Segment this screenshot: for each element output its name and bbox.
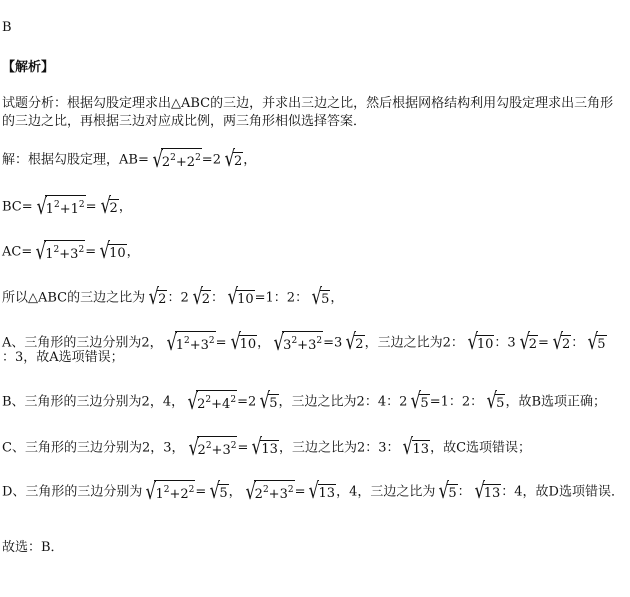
option-d-mid: ，三边之比为	[357, 484, 436, 500]
option-d-tail: ：4，故D选项错误．	[501, 484, 624, 500]
section-title: 【解析】	[2, 60, 55, 75]
ratio-text: 所以△ABC的三边之比为	[2, 290, 146, 306]
solution-intro: 解：根据勾股定理，AB=	[2, 152, 149, 168]
ratio-end: =1：2：	[254, 290, 309, 306]
ab-result: =2	[201, 152, 221, 168]
bc-prefix: BC=	[2, 199, 33, 215]
analysis-text: 试题分析：根据勾股定理求出△ABC的三边，并求出三边之比，然后根据网格结构利用勾股定理求出三角形的三边之比，再根据三边对应成比例，两三角形相似选择答案．	[2, 96, 614, 129]
option-c-mid: ，三边之比为2：3：	[278, 440, 400, 456]
ratio-line: 所以△ABC的三边之比为 √ 2 ：2 √ 2 ： √ 10 =1：2： √ 5 ，	[2, 285, 344, 310]
option-b-line: B、三角形的三边分别为2，4， √ $2^2+4^2$ =2 √ 5 ，三边之比为2：4：2 √ 5 =1：2： √ 5 ，故B选项正确；	[2, 389, 606, 415]
ac-line: AC= √ $1^2+3^2$ = √ 10 ，	[2, 239, 140, 265]
option-a-line1: A、三角形的三边分别为2， √ $1^2+3^2$ = √ 10 ， √ $3^2+3^2$ =3 √ 2 ，三边之比为2： √ 10 ：3 √ 2 = √ 2 ： √ 5	[2, 330, 606, 356]
answer-letter: B	[2, 20, 12, 35]
option-a-line2: ：3，故A选项错误；	[2, 350, 124, 365]
option-c-start: C、三角形的三边分别为2，3，	[2, 440, 185, 456]
conclusion: 故选：B．	[2, 540, 64, 555]
option-b-start: B、三角形的三边分别为2，4，	[2, 394, 185, 410]
option-c-line: C、三角形的三边分别为2，3， √ $2^2+3^2$ = √ 13 ，三边之比为2：3： √ 13 ，故C选项错误；	[2, 435, 532, 461]
option-b-tail: ，故B选项正确；	[505, 394, 606, 410]
option-d-line: D、三角形的三边分别为 √ $1^2+2^2$ = √ 5 ， √ $2^2+3^2$ = √ 13 ，4，三边之比为 √ 5 ： √ 13 ：4，故D选项错误．	[2, 479, 624, 505]
ratio-mid: ：2	[167, 290, 189, 306]
ac-prefix: AC=	[2, 244, 33, 260]
option-a-mid: ，三边之比为2：	[364, 335, 464, 351]
bc-line: BC= √ $1^2+1^2$ = √ 2 ，	[2, 194, 132, 220]
option-b-mid: ，三边之比为2：4：2	[278, 394, 408, 410]
option-a-start: A、三角形的三边分别为2，	[2, 335, 163, 351]
option-c-tail: ，故C选项错误；	[430, 440, 532, 456]
option-d-start: D、三角形的三边分别为	[2, 484, 143, 500]
ab-line: 解：根据勾股定理，AB= √ $2^2+2^2$ =2 √ 2 ，	[2, 147, 257, 173]
